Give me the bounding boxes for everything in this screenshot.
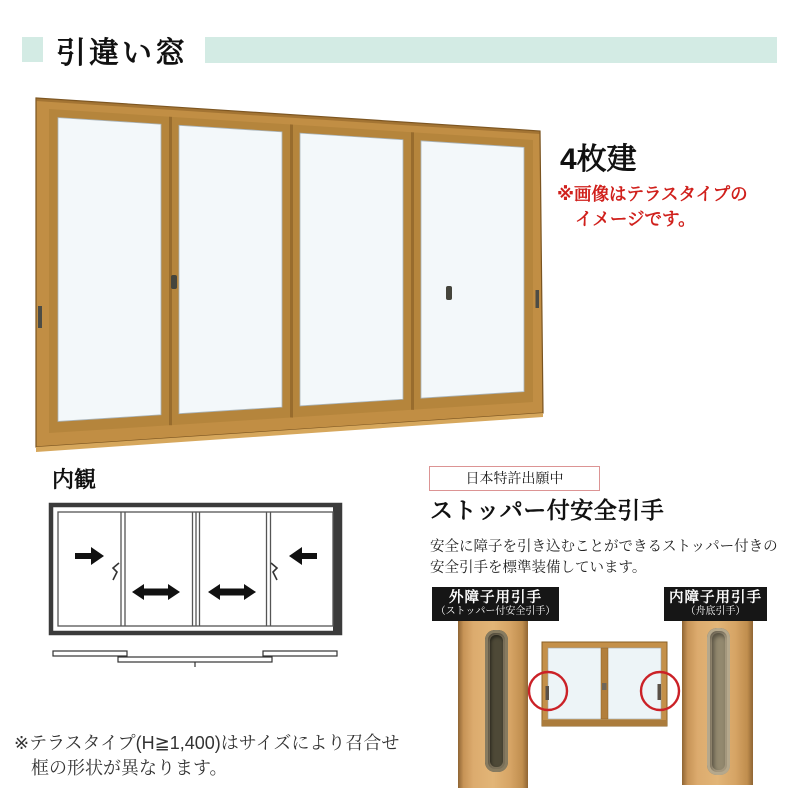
safety-handle-heading: ストッパー付安全引手	[430, 497, 665, 523]
inner-handle-label-line2: （舟底引手）	[685, 606, 746, 617]
outer-handle-label-line2: （ストッパー付安全引手）	[435, 606, 556, 617]
photo-note-line2: イメージです。	[575, 209, 696, 229]
outer-handle-recess	[485, 630, 508, 772]
mini-window-sill	[542, 720, 667, 726]
crescent-lock-icon	[446, 286, 452, 300]
diagram-right-shade	[333, 507, 338, 631]
interior-view-heading: 内観	[52, 467, 97, 492]
track-plan-view	[53, 651, 337, 667]
crescent-lock-icon	[171, 275, 177, 289]
inner-handle-photo	[682, 620, 753, 785]
inner-handle-recess	[707, 628, 730, 775]
page-title: 引違い窓	[56, 37, 188, 70]
panel-count-label: 4枚建	[560, 143, 637, 176]
inner-handle-label-line1: 内障子用引手	[669, 590, 762, 606]
outer-handle-photo	[458, 620, 528, 788]
footer-note-line1: ※テラスタイプ(H≧1,400)はサイズにより召合せ	[14, 733, 400, 753]
outer-handle-label-line1: 外障子用引手	[449, 590, 542, 606]
inner-handle-label	[664, 587, 767, 621]
product-photo-4panel-window	[25, 90, 555, 455]
interior-view-diagram	[45, 498, 350, 670]
safety-desc-line2: 安全引手を標準装備しています。	[430, 559, 647, 576]
sash-seam-3	[411, 132, 414, 410]
footer-note	[14, 731, 399, 781]
outer-handle-label	[432, 587, 559, 621]
frame-keeper-right	[536, 290, 540, 308]
frame-keeper-left	[38, 306, 42, 328]
glass-pane-2	[179, 125, 282, 413]
mini-handle-left	[546, 686, 550, 700]
footer-note-line2: 框の形状が異なります。	[31, 758, 228, 778]
handle-location-diagram	[522, 633, 687, 733]
mini-crescent-lock	[602, 683, 607, 690]
mini-handle-right	[658, 684, 662, 700]
safety-handle-description	[430, 537, 778, 578]
title-accent-bar	[205, 37, 777, 63]
patent-pending-badge: 日本特許出願中	[429, 466, 600, 491]
glass-pane-3	[300, 133, 403, 406]
window-illustration	[25, 90, 555, 455]
sash-seam-2	[290, 124, 293, 417]
title-accent-square	[22, 37, 43, 62]
photo-note	[557, 182, 748, 232]
photo-note-line1: ※画像はテラスタイプの	[557, 184, 748, 204]
safety-desc-line1: 安全に障子を引き込むことができるストッパー付きの	[430, 539, 778, 555]
sash-seam-1	[169, 117, 172, 426]
glass-pane-4	[421, 141, 524, 398]
glass-pane-1	[58, 118, 161, 422]
